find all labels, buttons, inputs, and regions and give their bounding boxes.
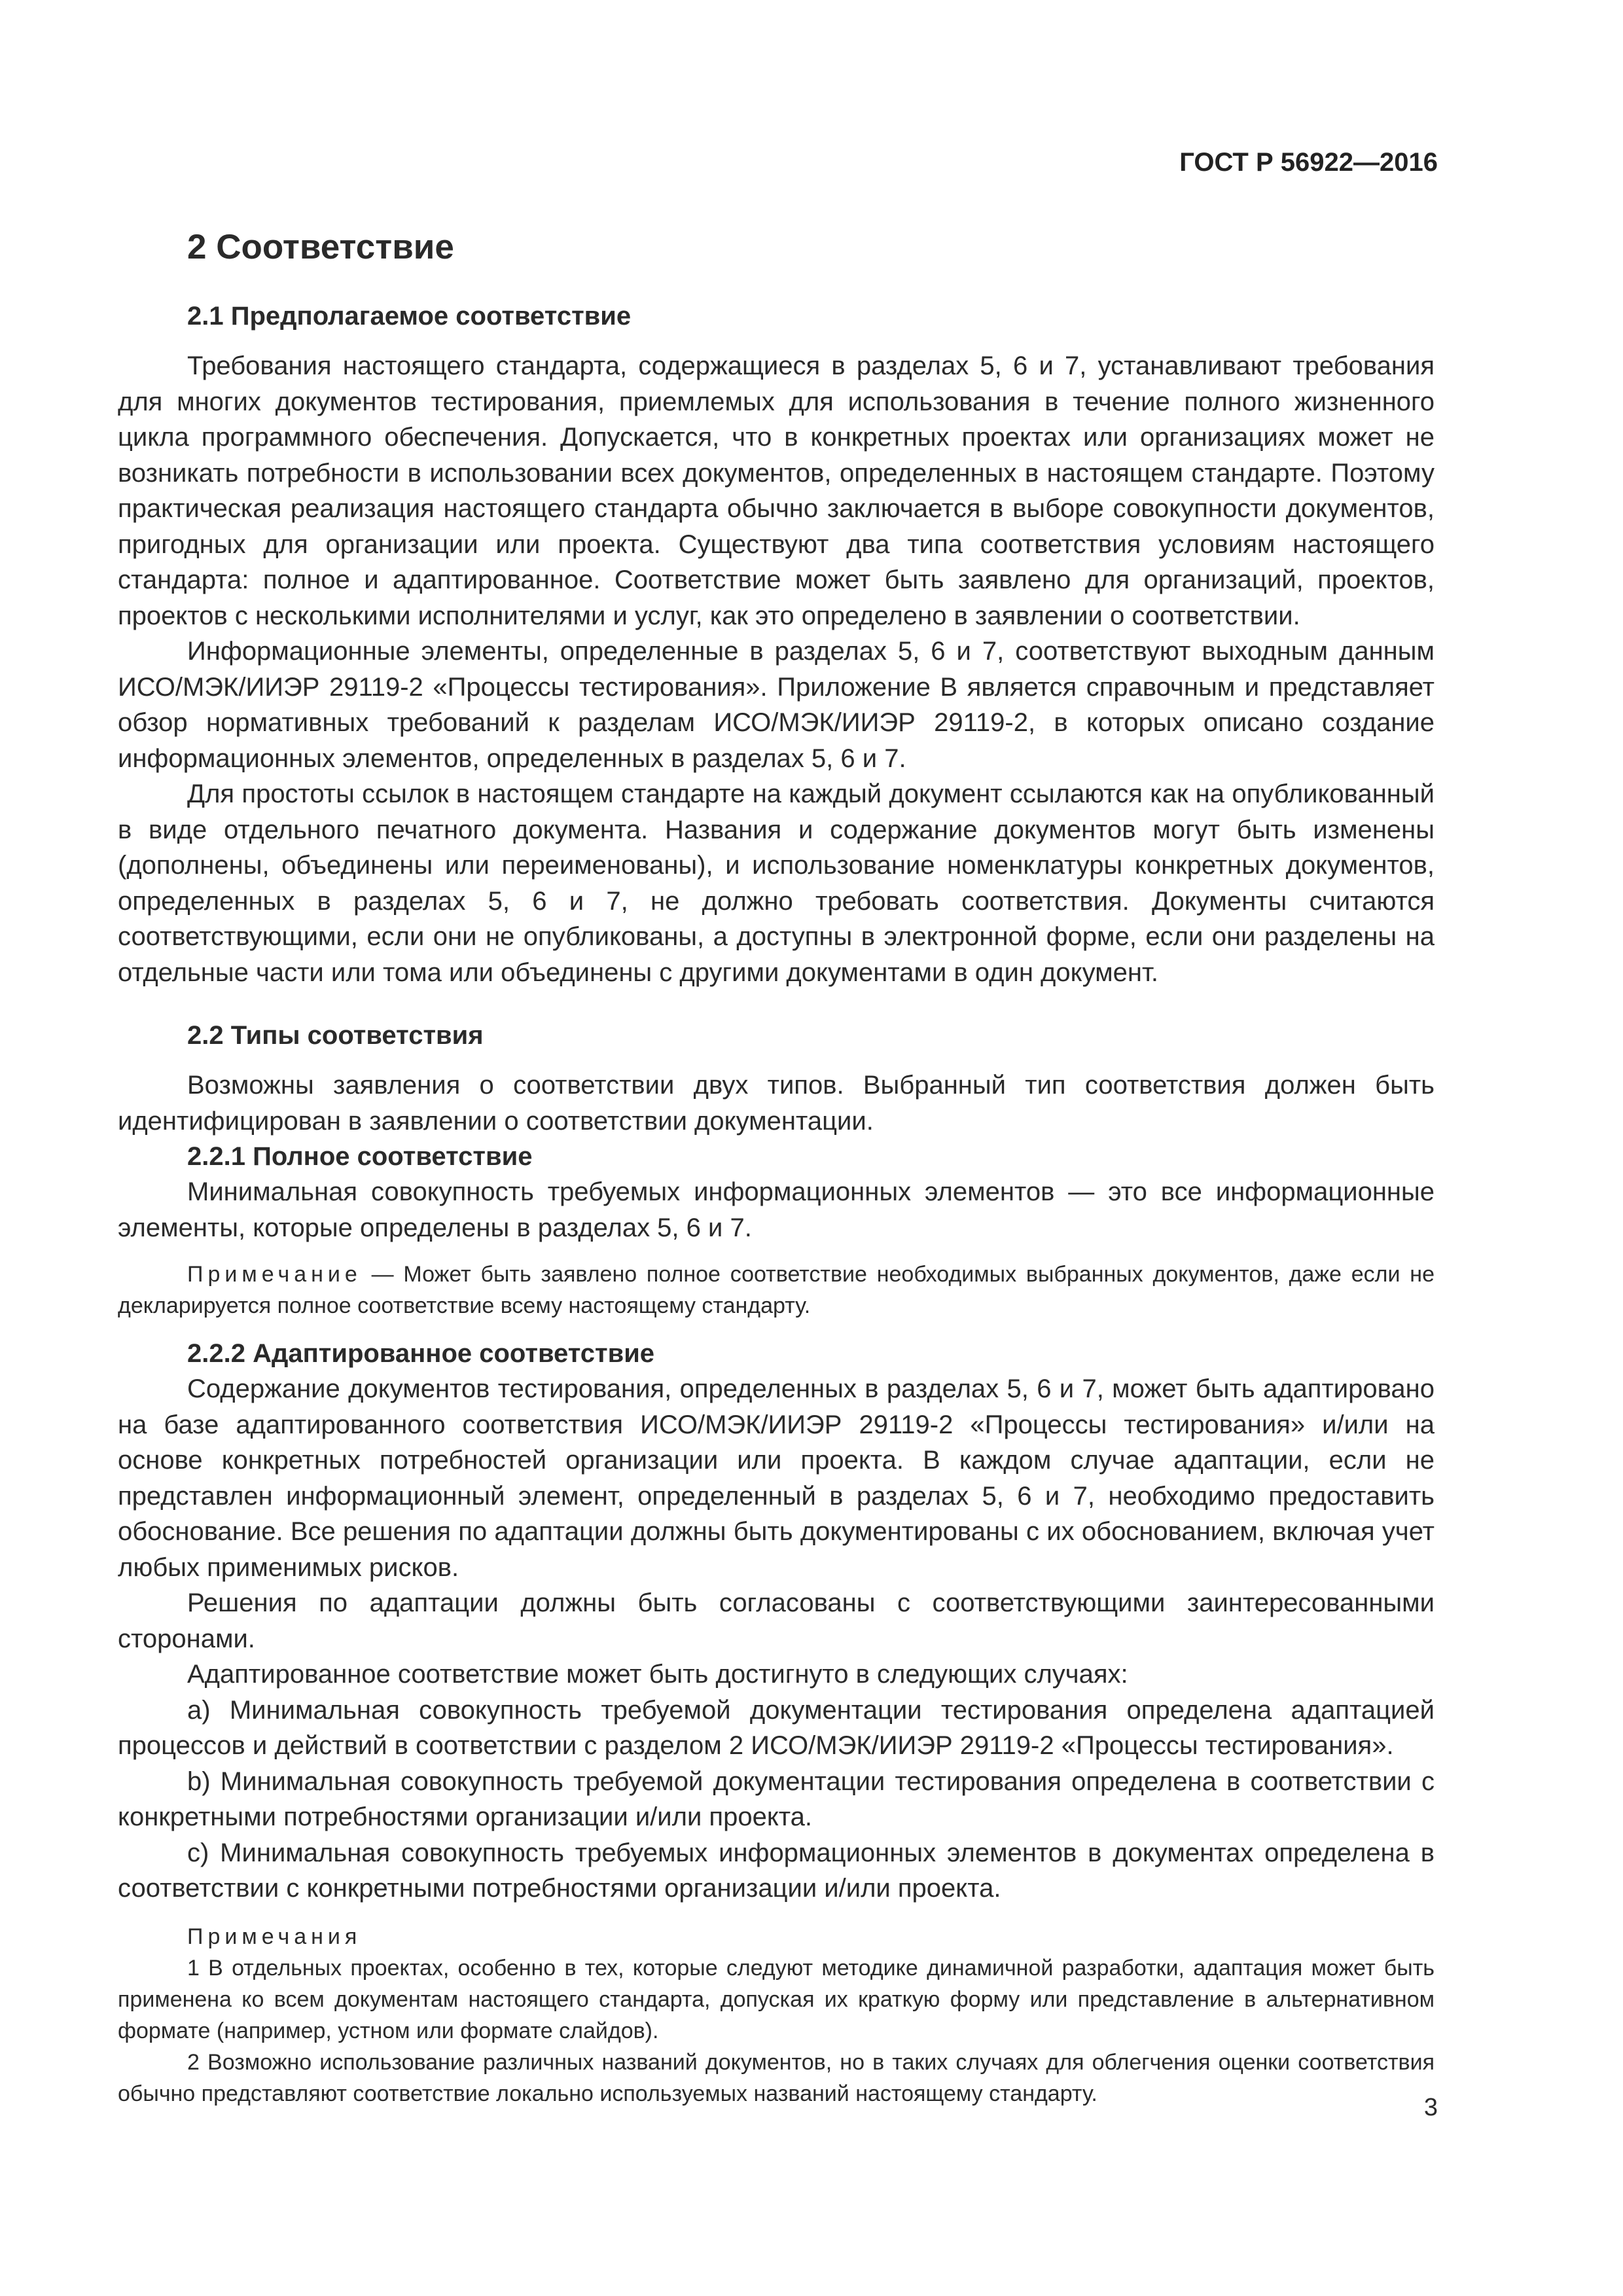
paragraph: Возможны заявления о соответствии двух типов. Выбранный тип соответствия должен быть идентифицирован в заявлении о соответствии документации.: [118, 1071, 1435, 1136]
note-label: Примечание: [187, 1262, 362, 1287]
notes: [118, 1952, 1435, 2109]
paragraph: Для простоты ссылок в настоящем стандарте на каждый документ ссылаются как на опубликованный в виде отдельного печатного документа. Названия и содержание документов могут быть изменены (дополнены, объединены или переименованы), и использование номенклатуры конкретных документов, определенных в разделах 5, 6 и 7, не должно требовать соответствия. Документы считаются соответствующими, если они не опубликованы, а доступны в электронной форме, если они разделены на отдельные части или тома или объединены с другими документами в один документ.: [118, 780, 1435, 987]
paragraph: Требования настоящего стандарта, содержащиеся в разделах 5, 6 и 7, устанавливают требования для многих документов тестирования, приемлемых для использования в течение полного жизненного цикла программного обеспечения. Допускается, что в конкретных проектах или организациях может не возникать потребности в использовании всех документов, определенных в настоящем стандарте. Поэтому практическая реализация настоящего стандарта обычно заключается в выборе совокупности документов, пригодных для организации или проекта. Существуют два типа соответствия условиям настоящего стандарта: полное и адаптированное. Соответствие может быть заявлено для организаций, проектов, проектов с несколькими исполнителями и услуг, как это определено в заявлении о соответствии.: [118, 351, 1435, 630]
page-number: 3: [1423, 2094, 1438, 2121]
paragraph: Решения по адаптации должны быть согласованы с соответствующими заинтересованными сторонами.: [118, 1588, 1435, 1653]
paragraph: Содержание документов тестирования, определенных в разделах 5, 6 и 7, может быть адаптировано на базе адаптированного соответствия ИСО/МЭК/ИИЭР 29119-2 «Процессы тестирования» и/или на основе конкретных потребностей организации или проекта. В каждом случае адаптации, если не представлен информационный элемент, определенный в разделах 5, 6 и 7, необходимо предоставить обоснование. Все решения по адаптации должны быть документированы с их обоснованием, включая учет любых применимых рисков.: [118, 1374, 1435, 1582]
subsection-2-2-title: 2.2 Типы соответствия: [187, 1021, 484, 1050]
subsection-2-1-title: 2.1 Предполагаемое соответствие: [187, 302, 632, 331]
subsection-2-2-1-title: 2.2.1 Полное соответствие: [187, 1142, 533, 1171]
list-item-a: a) Минимальная совокупность требуемой документации тестирования определена адаптацией процессов и действий в соответствии с разделом 2 ИСО/МЭК/ИИЭР 29119-2 «Процессы тестирования».: [118, 1695, 1435, 1760]
paragraph: Адаптированное соответствие может быть достигнуто в следующих случаях:: [187, 1660, 1128, 1689]
list-item-b: b) Минимальная совокупность требуемой документации тестирования определена в соответствии с конкретными потребностями организации и/или проекта.: [118, 1767, 1435, 1831]
note-1: 1 В отдельных проектах, особенно в тех, которые следуют методике динамичной разработки, адаптация может быть применена ко всем документам настоящего стандарта, допуская их краткую форму или представление в альтернативном формате (например, устном или формате слайдов).: [118, 1955, 1435, 2043]
paragraph: Минимальная совокупность требуемых информационных элементов — это все информационные элементы, которые определены в разделах 5, 6 и 7.: [118, 1177, 1435, 1242]
paragraph: Информационные элементы, определенные в разделах 5, 6 и 7, соответствуют выходным данным ИСО/МЭК/ИИЭР 29119-2 «Процессы тестирования». Приложение В является справочным и представляет обзор нормативных требований к разделам ИСО/МЭК/ИИЭР 29119-2, в которых описано создание информационных элементов, определенных в разделах 5, 6 и 7.: [118, 637, 1435, 773]
list-item-c: c) Минимальная совокупность требуемых информационных элементов в документах определена в соответствии с конкретными потребностями организации и/или проекта.: [118, 1838, 1435, 1903]
subsection-2-2-2-title: 2.2.2 Адаптированное соответствие: [187, 1339, 655, 1368]
document-code: ГОСТ Р 56922—2016: [1179, 148, 1438, 177]
notes-label: Примечания: [187, 1924, 362, 1949]
note: [118, 1259, 1435, 1321]
note-2: 2 Возможно использование различных названий документов, но в таких случаях для облегчения оценки соответствия обычно представляют соответствие локально используемых названий настоящему стандарту.: [118, 2049, 1435, 2106]
page-content: [118, 220, 1435, 2109]
note-text: — Может быть заявлено полное соответствие необходимых выбранных документов, даже если не декларируется полное соответствие всему настоящему стандарту.: [118, 1262, 1435, 1318]
note-paragraph: [118, 1259, 1435, 1321]
section-title: 2 Соответствие: [187, 228, 454, 266]
